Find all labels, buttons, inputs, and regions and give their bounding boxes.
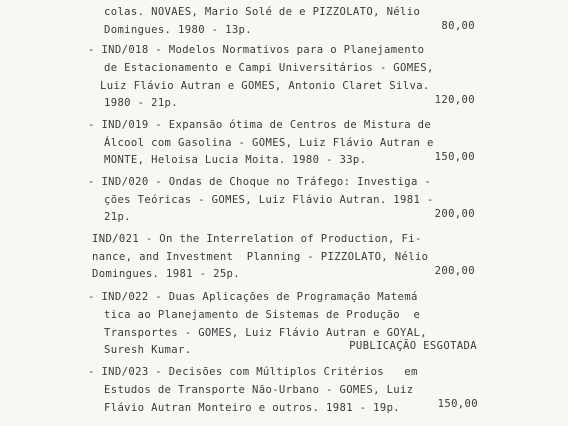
entry-text-line: Estudos de Transporte Não-Urbano - GOMES, Luiz bbox=[104, 384, 414, 396]
entry-text-line: Transportes - GOMES, Luiz Flávio Autran e GOYAL, bbox=[104, 327, 427, 339]
entry-text-line: Álcool com Gasolina - GOMES, Luiz Flávio Autran e bbox=[104, 137, 434, 149]
entry-price: 150,00 bbox=[437, 398, 478, 410]
entry-text-line: Domingues. 1980 - 13p. bbox=[104, 24, 253, 36]
entry-text-line: tica ao Planejamento de Sistemas de Produção e bbox=[104, 309, 421, 321]
entry-price: 80,00 bbox=[441, 20, 475, 32]
entry-text-line: - IND/023 - Decisões com Múltiplos Critérios em bbox=[88, 366, 418, 378]
entry-text-line: Domingues. 1981 - 25p. bbox=[92, 268, 241, 280]
entry-text-line: - IND/020 - Ondas de Choque no Tráfego: Investiga - bbox=[88, 176, 432, 188]
entry-text-line: - IND/018 - Modelos Normativos para o Planejamento bbox=[88, 44, 425, 56]
entry-text-line: Luiz Flávio Autran e GOMES, Antonio Claret Silva. bbox=[100, 80, 430, 92]
entry-text-line: Flávio Autran Monteiro e outros. 1981 - 19p. bbox=[104, 402, 401, 414]
entry-text-line: 1980 - 21p. bbox=[104, 97, 179, 109]
entry-text-line: - IND/022 - Duas Aplicações de Programação Matemá bbox=[88, 291, 418, 303]
entry-text-line: ções Teóricas - GOMES, Luiz Flávio Autran. 1981 - bbox=[104, 194, 434, 206]
entry-text-line: Suresh Kumar. bbox=[104, 344, 192, 356]
entry-price: 150,00 bbox=[434, 151, 475, 163]
entry-text-line: de Estacionamento e Campi Universitários - GOMES, bbox=[104, 62, 434, 74]
entry-price: 200,00 bbox=[434, 265, 475, 277]
entry-price: 120,00 bbox=[434, 94, 475, 106]
entry-text-line: nance, and Investment Planning - PIZZOLATO, Nélio bbox=[92, 251, 429, 263]
entry-text-line: 21p. bbox=[104, 211, 131, 223]
entry-text-line: MONTE, Heloisa Lucia Moita. 1980 - 33p. bbox=[104, 154, 367, 166]
entry-text-line: IND/021 - On the Interrelation of Production, Fi- bbox=[92, 233, 422, 245]
entry-text-line: - IND/019 - Expansão ótima de Centros de Mistura de bbox=[88, 119, 432, 131]
entry-text-line: colas. NOVAES, Mario Solé de e PIZZOLATO, Nélio bbox=[104, 6, 421, 18]
entry-price: PUBLICAÇÃO ESGOTADA bbox=[349, 340, 477, 352]
entry-price: 200,00 bbox=[434, 208, 475, 220]
